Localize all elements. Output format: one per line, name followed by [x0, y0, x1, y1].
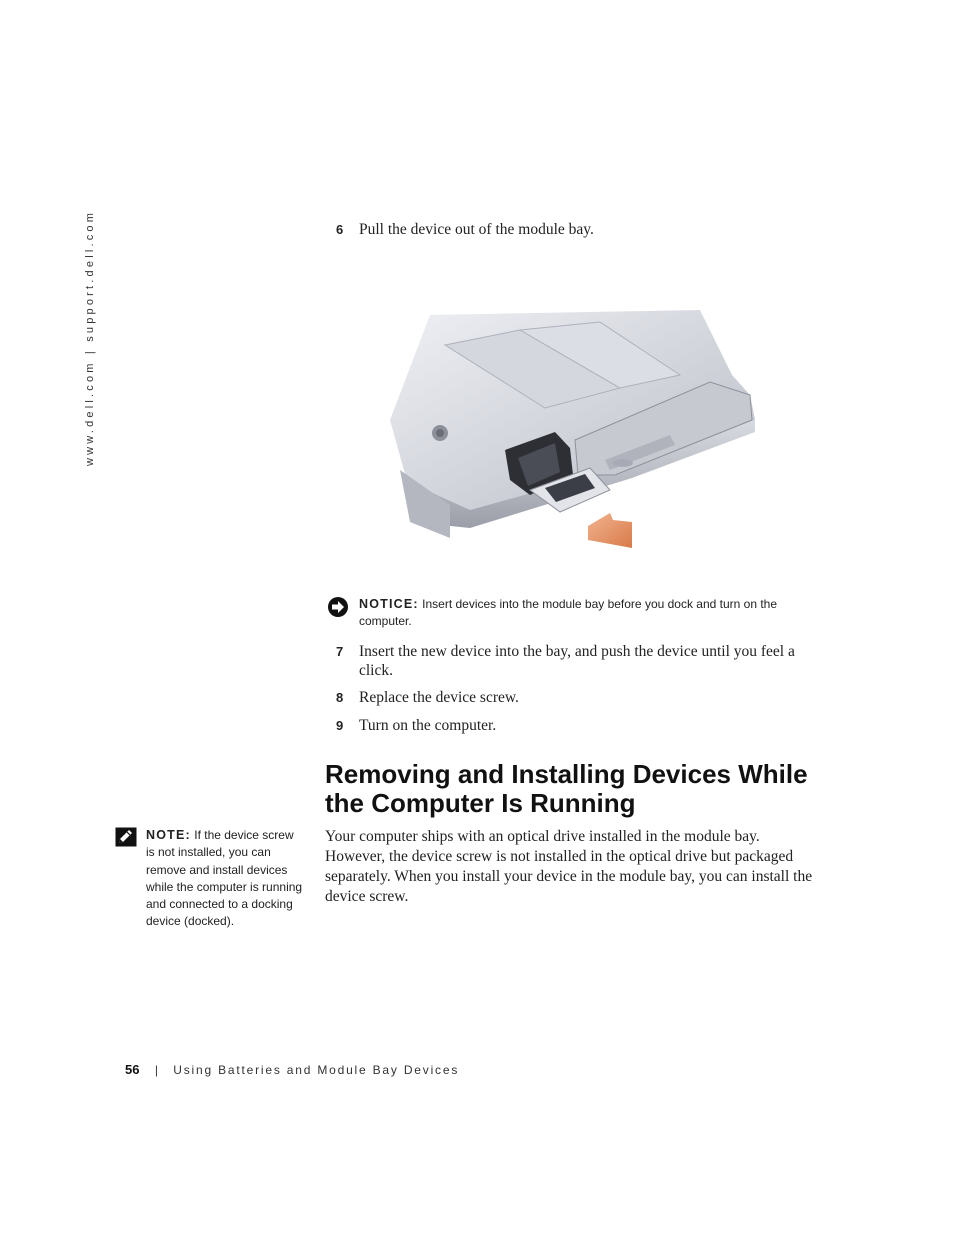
- notice-label: NOTICE:: [359, 597, 419, 611]
- step-number: 9: [336, 718, 344, 733]
- page-footer: [125, 1062, 459, 1077]
- step-number: 7: [336, 644, 344, 659]
- step-text: Pull the device out of the module bay.: [359, 221, 594, 238]
- footer-separator: |: [154, 1063, 158, 1077]
- step-7: [336, 642, 814, 680]
- step-text: Replace the device screw.: [359, 689, 519, 706]
- notice-callout: [327, 596, 817, 630]
- step-number: 8: [336, 690, 344, 705]
- step-number: 6: [336, 222, 344, 237]
- section-paragraph: Your computer ships with an optical drive installed in the module bay. However, the device screw is not installed in the optical drive but packaged separately. When you install your device in the module bay, you can install the device screw.: [325, 828, 813, 905]
- note-pencil-icon: [115, 827, 137, 847]
- step-text: Insert the new device into the bay, and push the device until you feel a click.: [359, 643, 795, 679]
- step-6: [336, 220, 814, 239]
- module-bay-illustration: [370, 300, 770, 560]
- note-callout: [115, 827, 305, 931]
- note-text: If the device screw is not installed, you can remove and install devices while the computer is running and connected to a docking device (docked).: [146, 828, 303, 929]
- notice-arrow-icon: [327, 596, 349, 618]
- chapter-title: Using Batteries and Module Bay Devices: [173, 1063, 460, 1077]
- notice-text: Insert devices into the module bay before you dock and turn on the computer.: [359, 597, 778, 628]
- side-url: www.dell.com | support.dell.com: [84, 209, 96, 466]
- laptop-device-removal-drawing: [370, 300, 770, 560]
- step-8: [336, 688, 814, 707]
- step-text: Turn on the computer.: [359, 717, 497, 734]
- section-heading: Removing and Installing Devices While the Computer Is Running: [325, 759, 808, 818]
- note-label: NOTE:: [146, 828, 191, 842]
- page-number: 56: [125, 1062, 140, 1077]
- step-9: [336, 716, 814, 735]
